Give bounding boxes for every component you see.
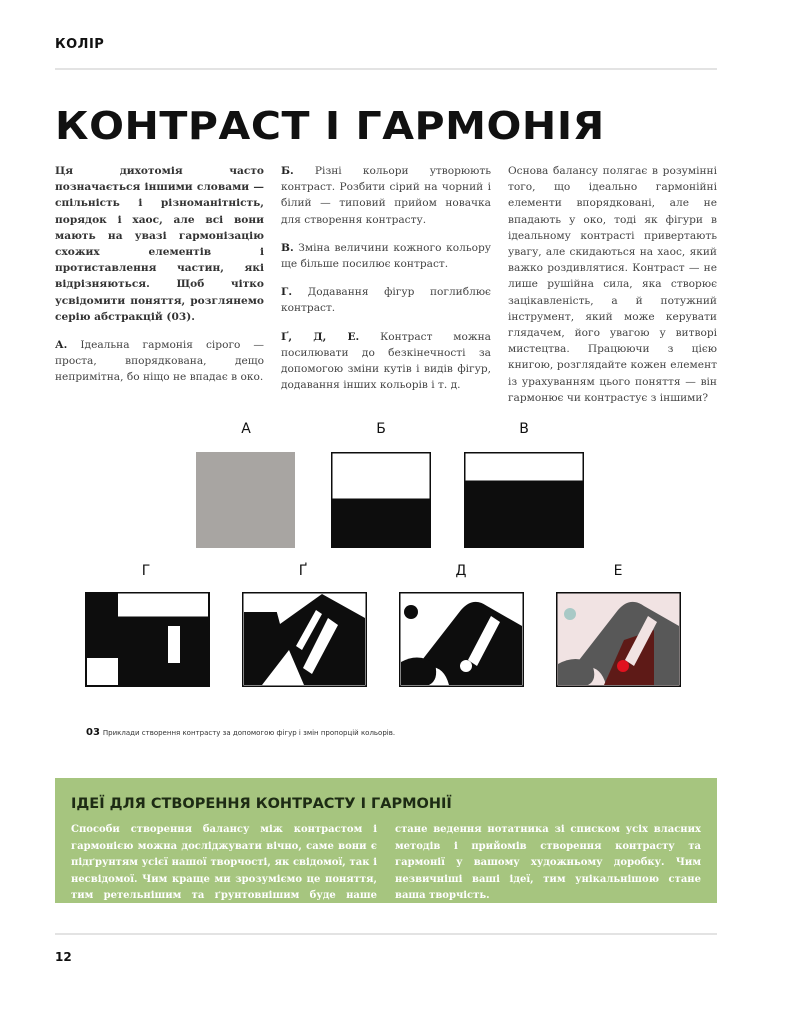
ideas-box	[55, 778, 717, 918]
figure-g-shapes	[85, 592, 210, 687]
paragraph-g	[281, 284, 491, 316]
figure-v-proportion-square	[464, 452, 584, 548]
paragraph-g-text: Додавання фігур поглиблює контраст.	[281, 286, 491, 315]
top-divider	[55, 68, 717, 70]
figure-label-d: Д	[455, 563, 467, 579]
figure-d-rounded-shapes	[399, 592, 524, 687]
figure-label-b: Б	[376, 421, 386, 437]
figure-g-acute-angled-shapes	[242, 592, 367, 687]
figure-a-grey-square	[196, 452, 295, 548]
section-label: КОЛІР	[55, 37, 105, 52]
page-title: КОНТРАСТ І ГАРМОНІЯ	[55, 104, 605, 148]
figure-e-colored-shapes	[556, 592, 681, 687]
paragraph-gde-text: Контраст можна посилювати до безкінечності за допомогою зміни кутів і видів фігур, додавання інших кольорів і т. д.	[281, 330, 492, 392]
page-number: 12	[55, 950, 72, 964]
text-column-3	[508, 163, 717, 418]
paragraph-gde-key: Ґ, Д, Е.	[281, 330, 360, 343]
ideas-column-2: стане ведення нотатника зі списком усіх власних методів і прийомів створення контрасту та гармонії у вашому художньому доробку. Чим незвичніші ваші ідеї, тим унікальнішою стане ваша творчість.	[395, 824, 701, 901]
bottom-divider	[55, 933, 717, 935]
paragraph-a-text: Ідеальна гармонія сірого — проста, впорядкована, дещо непримітна, бо ніщо не впадає в око.	[55, 339, 264, 384]
text-column-1	[55, 163, 264, 398]
intro-paragraph: Ця дихотомія часто позначається іншими словами — спільність і різноманітність, порядок і хаос, але всі вони мають на увазі гармонізацію схожих елементів і протиставлення частин, які відрізняються. Щоб чітко усвідомити поняття, розглянемо серію абстракцій (03).	[55, 165, 264, 323]
paragraph-v-text: Зміна величини кожного кольору ще більше посилює контраст.	[281, 241, 492, 271]
paragraph-g-key: Г.	[281, 286, 293, 299]
ideas-title: ІДЕЇ ДЛЯ СТВОРЕННЯ КОНТРАСТУ І ГАРМОНІЇ	[71, 796, 452, 812]
figure-b-split-square	[331, 452, 431, 548]
paragraph-b	[281, 163, 491, 228]
figure-caption	[86, 727, 395, 738]
figure-label-g: Г	[141, 563, 151, 579]
paragraph-a	[55, 337, 264, 386]
figure-label-a: А	[241, 421, 251, 437]
text-column-2	[281, 163, 491, 405]
figure-label-g-acute: Ґ	[298, 563, 308, 579]
figure-caption-text: Приклади створення контрасту за допомогою фігур і змін пропорцій кольорів.	[102, 729, 396, 737]
paragraph-balance: Основа балансу полягає в розумінні того, що ідеально гармонійні елементи впорядковані, але не впадають у око, тоді як фігури в ідеальному контрасті привертають увагу, але скидаються на хаос, який важко роздивлятися. Контраст — не лише рушійна сила, яка створює зацікавленість, а й потужний інструмент, який може керувати глядачем, його увагою у витворі мистецтва. Працюючи з цією книгою, розглядайте кожен елемент із урахуванням цього поняття — він гармонює чи контрастує з іншими?	[508, 165, 717, 404]
paragraph-v-key: В.	[281, 241, 294, 254]
paragraph-b-text: Різні кольори утворюють контраст. Розбити сірий на чорний і білий — типовий прийом новачка для створення контрасту.	[281, 165, 491, 226]
figure-label-e: Е	[613, 563, 623, 579]
figure-label-v: В	[519, 421, 529, 437]
figure-caption-number: 03	[86, 727, 100, 738]
paragraph-b-key: Б.	[281, 165, 294, 177]
paragraph-a-key: А.	[55, 339, 68, 352]
ideas-column-1: Способи створення балансу між контрастом і гармонією можна досліджувати вічно, саме вони є підґрунтям усієї нашої творчості, як свідомої, так і несвідомої. Чим краще ми зрозуміємо це поняття, тим ретельнішим та ґрунтовнішим буде наше дослідження. Чудовою звичкою	[71, 824, 377, 918]
paragraph-v	[281, 240, 491, 272]
paragraph-gde	[281, 329, 491, 394]
